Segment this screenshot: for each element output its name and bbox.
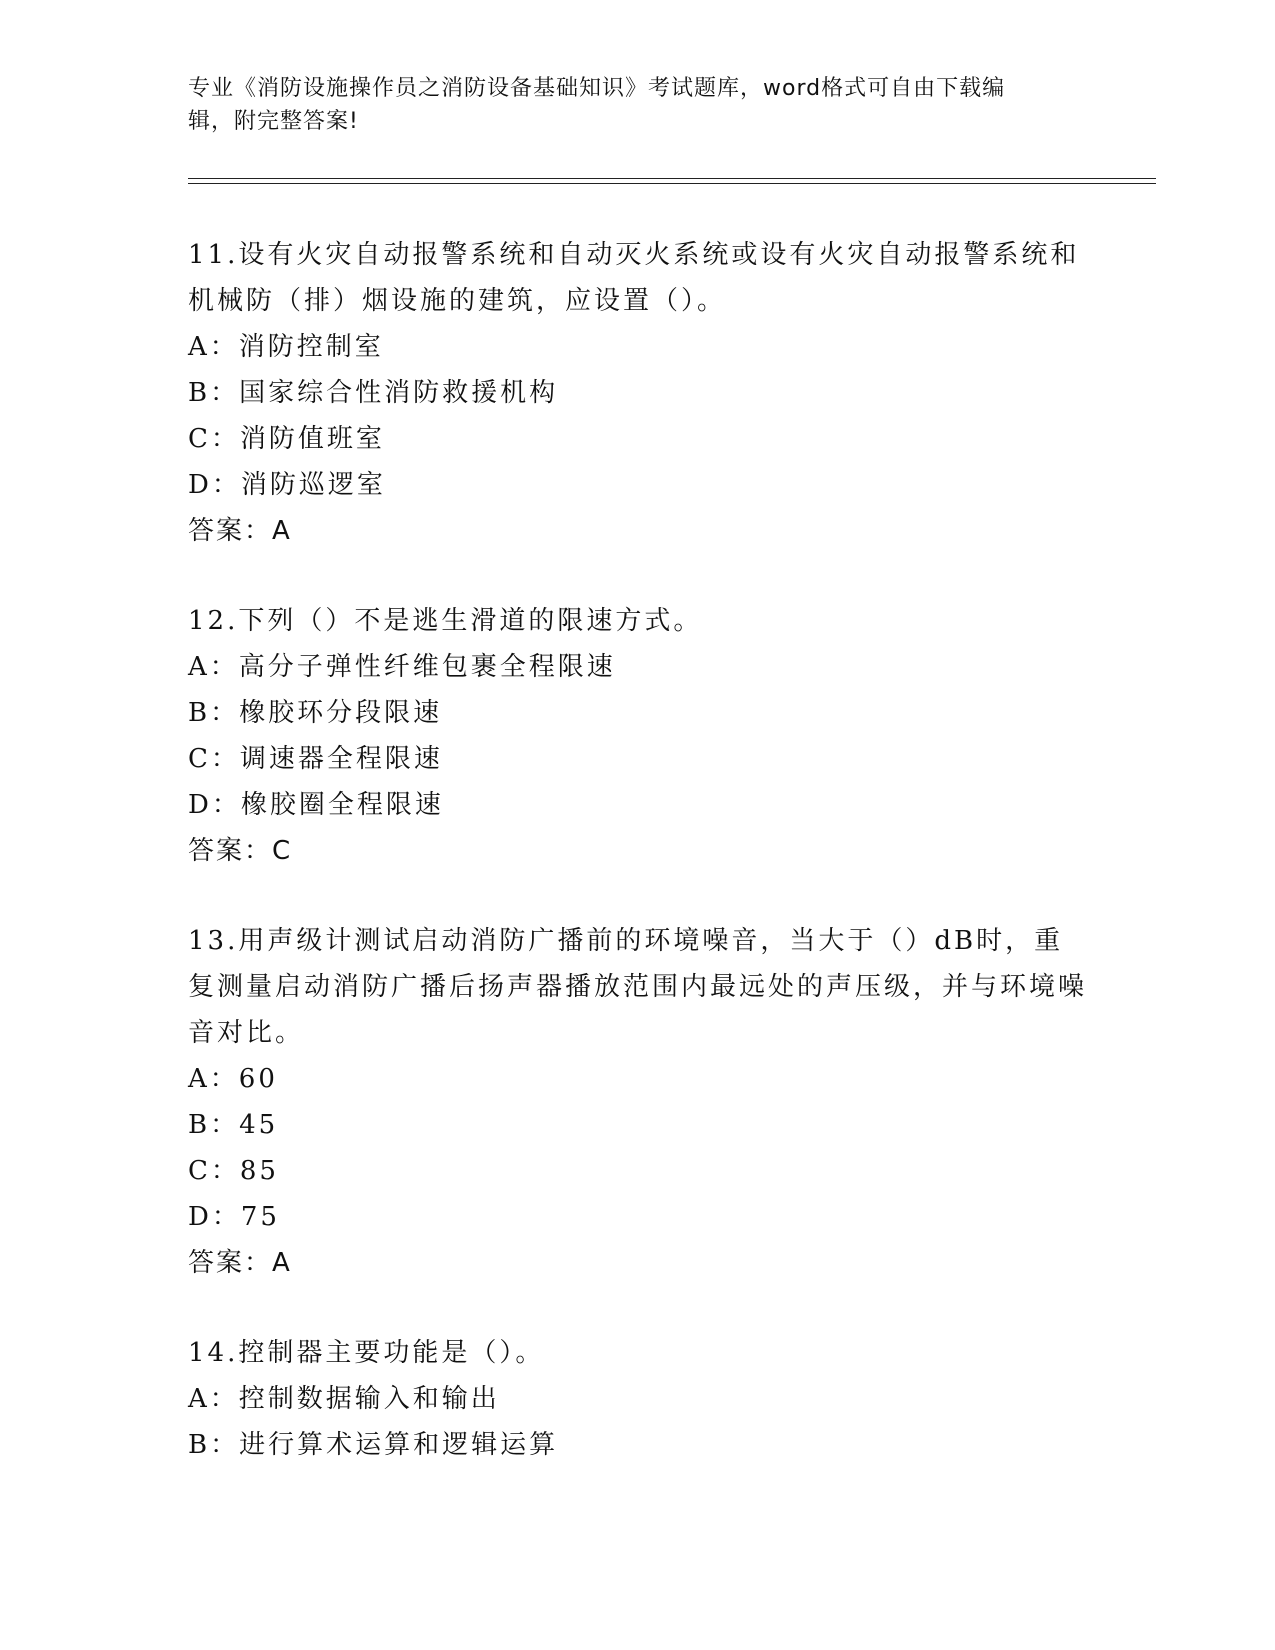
question-13 bbox=[188, 918, 1088, 1286]
option-a: A：高分子弹性纤维包裹全程限速 bbox=[188, 652, 616, 682]
option-c: C：85 bbox=[188, 1156, 279, 1186]
question-stem: 12.下列（）不是逃生滑道的限速方式。 bbox=[188, 606, 703, 636]
answer-line: 答案：A bbox=[188, 1248, 292, 1278]
option-d: D：橡胶圈全程限速 bbox=[188, 790, 444, 820]
option-a: A：消防控制室 bbox=[188, 332, 384, 362]
option-c: C：调速器全程限速 bbox=[188, 744, 443, 774]
option-b: B：45 bbox=[188, 1110, 279, 1140]
option-a: A：控制数据输入和输出 bbox=[188, 1384, 500, 1414]
option-a: A：60 bbox=[188, 1064, 278, 1094]
header-divider-bottom bbox=[188, 183, 1156, 184]
option-b: B：橡胶环分段限速 bbox=[188, 698, 443, 728]
header-divider-top bbox=[188, 178, 1156, 179]
option-d: D：消防巡逻室 bbox=[188, 470, 386, 500]
option-b: B：国家综合性消防救援机构 bbox=[188, 378, 559, 408]
option-c: C：消防值班室 bbox=[188, 424, 385, 454]
header-line-2: 辑，附完整答案! bbox=[188, 109, 359, 134]
question-stem: 14.控制器主要功能是（）。 bbox=[188, 1338, 545, 1368]
question-11 bbox=[188, 232, 1088, 554]
answer-line: 答案：A bbox=[188, 516, 292, 546]
document-header bbox=[188, 72, 1068, 138]
header-line-1: 专业《消防设施操作员之消防设备基础知识》考试题库，word格式可自由下载编 bbox=[188, 76, 1006, 101]
answer-line: 答案：C bbox=[188, 836, 293, 866]
question-stem: 11.设有火灾自动报警系统和自动灭火系统或设有火灾自动报警系统和机械防（排）烟设施的建筑，应设置（）。 bbox=[188, 240, 1080, 316]
question-list bbox=[188, 232, 1088, 1512]
question-12 bbox=[188, 598, 1088, 874]
option-b: B：进行算术运算和逻辑运算 bbox=[188, 1430, 559, 1460]
question-14 bbox=[188, 1330, 1088, 1468]
question-stem: 13.用声级计测试启动消防广播前的环境噪音，当大于（）dB时，重复测量启动消防广播后扬声器播放范围内最远处的声压级，并与环境噪音对比。 bbox=[188, 926, 1088, 1048]
option-d: D：75 bbox=[188, 1202, 280, 1232]
